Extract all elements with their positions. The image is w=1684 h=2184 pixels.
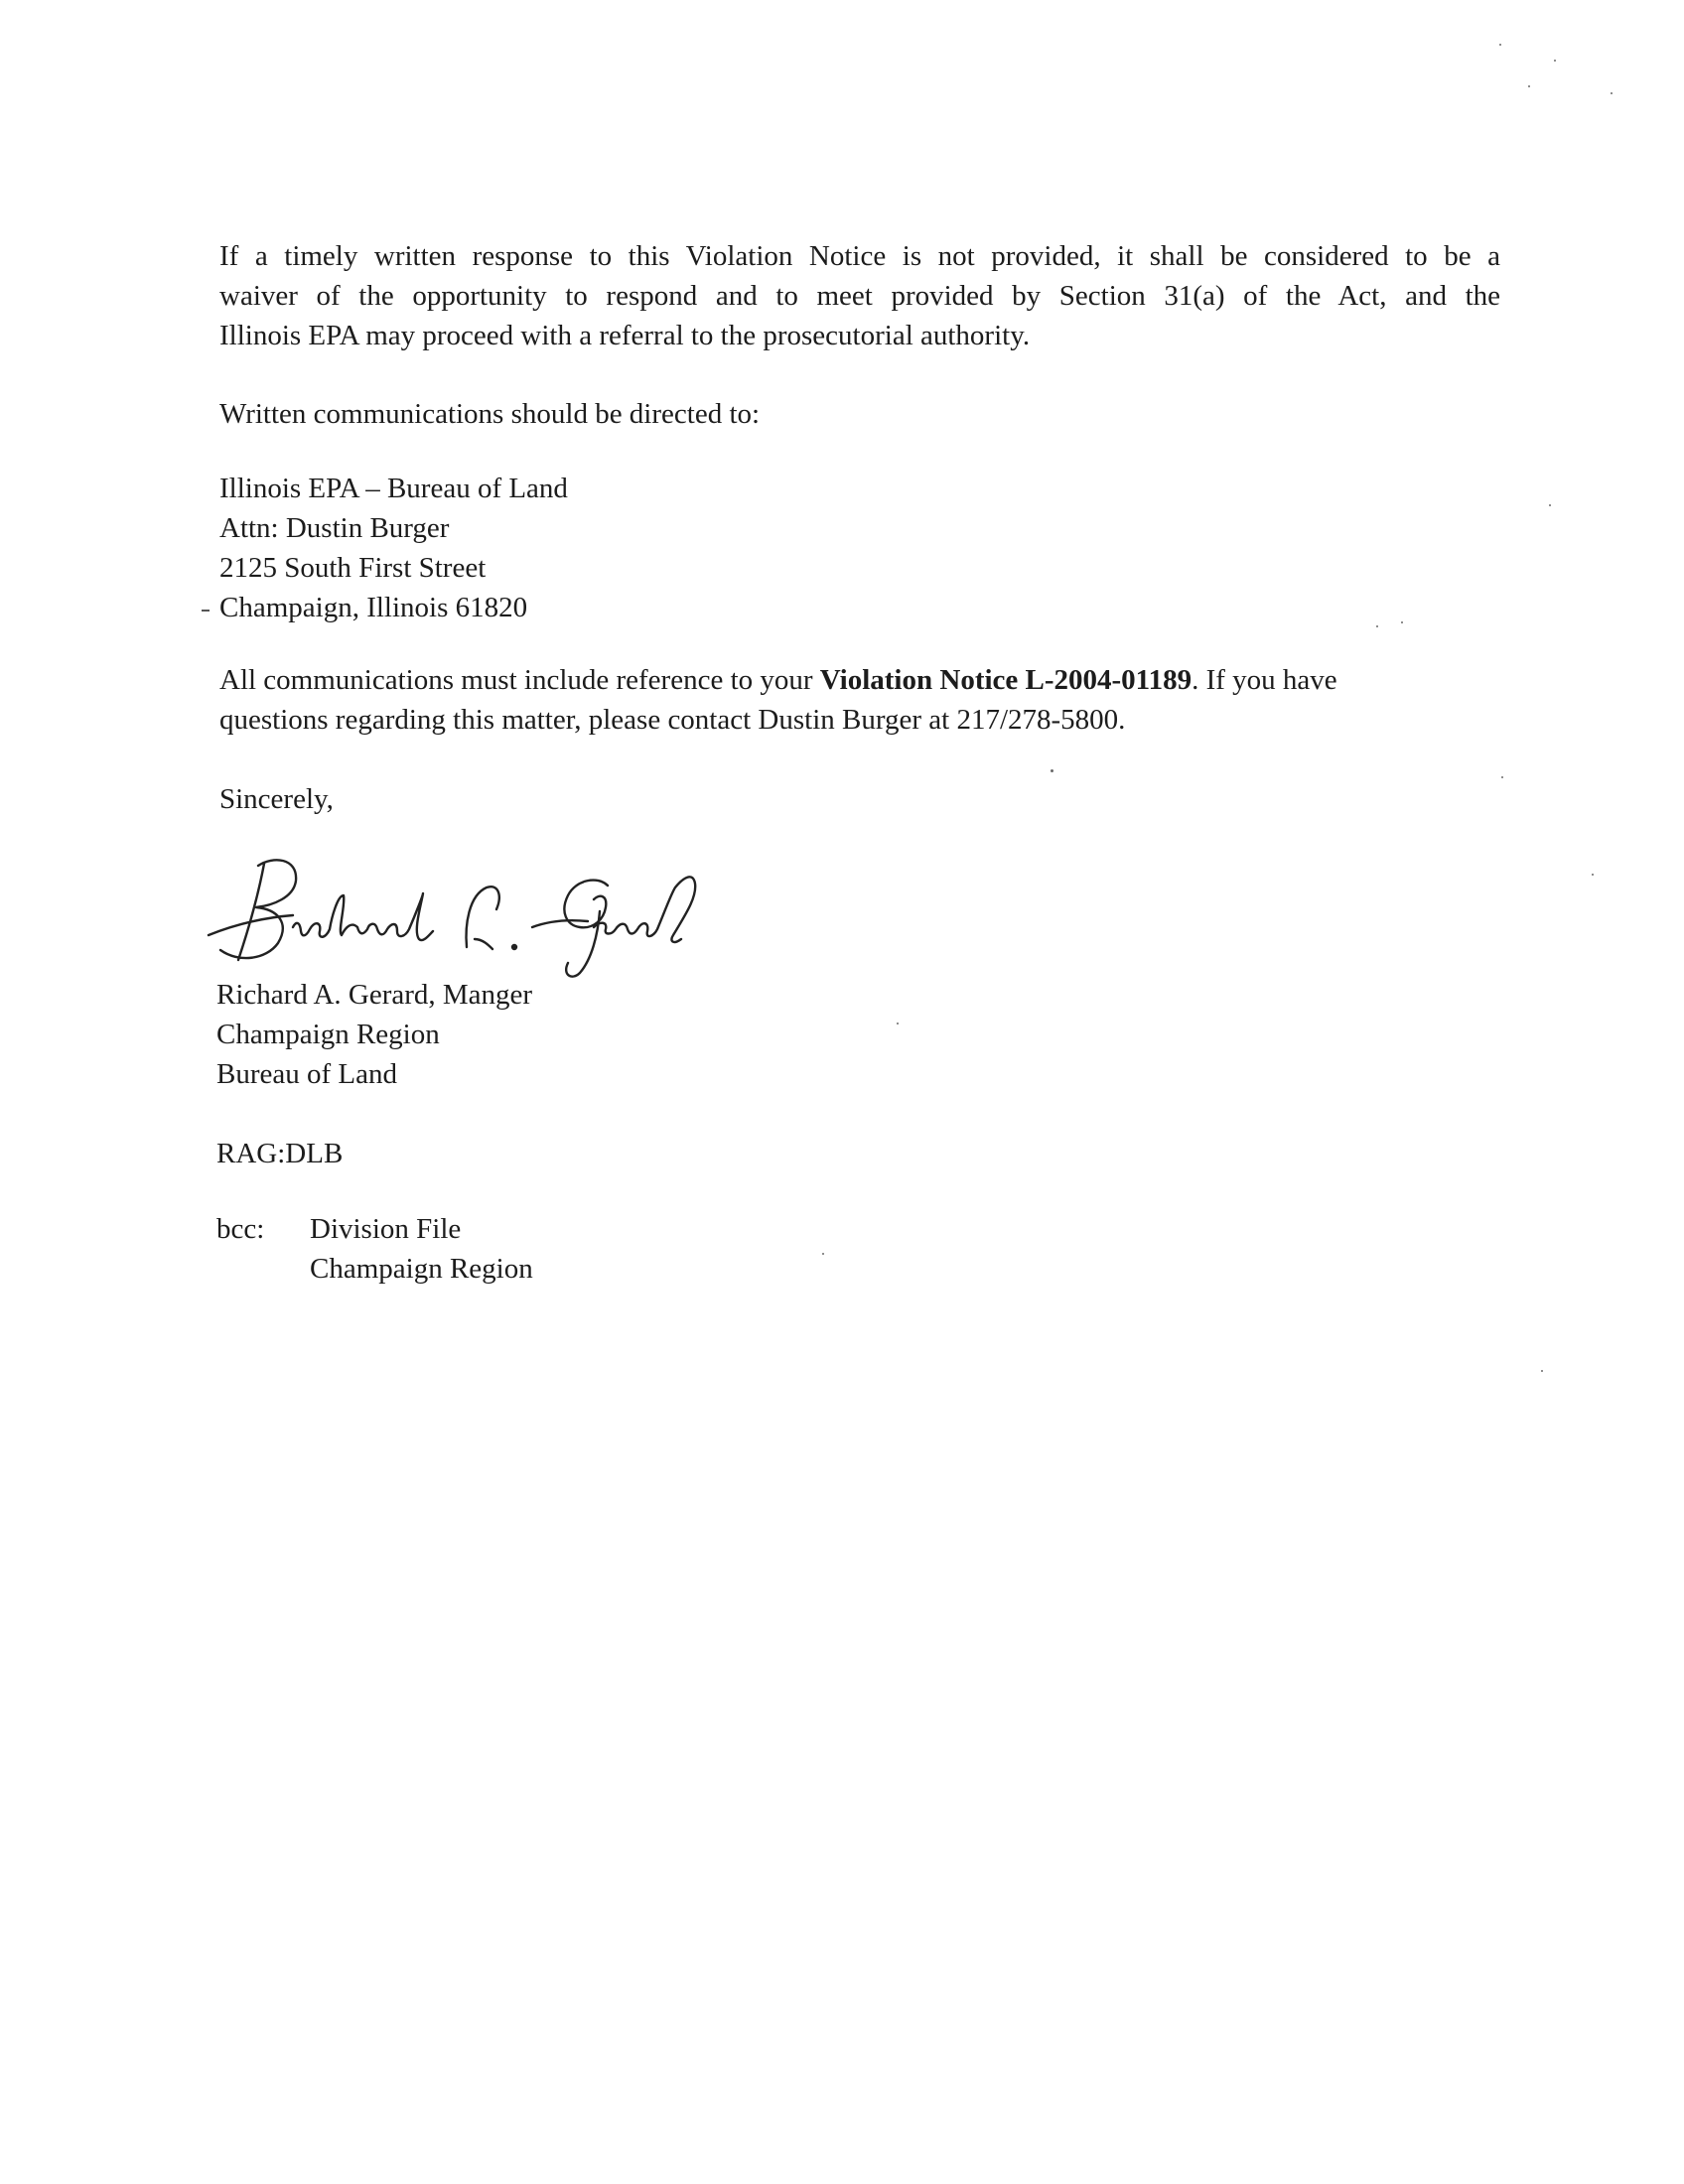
handwritten-signature bbox=[199, 836, 755, 985]
scan-speck bbox=[1051, 769, 1053, 772]
signer-name: Richard A. Gerard, Manger bbox=[216, 979, 533, 1011]
bcc-item: Champaign Region bbox=[310, 1253, 533, 1285]
scan-speck bbox=[1501, 776, 1503, 778]
reference-line-1 bbox=[219, 660, 1500, 700]
scan-mark bbox=[202, 610, 210, 612]
scan-speck bbox=[1611, 92, 1613, 94]
bcc-item: Division File bbox=[310, 1213, 462, 1245]
reference-suffix: . If you have bbox=[1192, 664, 1337, 696]
response-line-2: waiver of the opportunity to respond and to meet provided by Section 31(a) of the Act, and the bbox=[219, 280, 1500, 312]
scan-speck bbox=[1401, 621, 1403, 623]
response-line-1: If a timely written response to this Violation Notice is not provided, it shall be considered to be a bbox=[219, 240, 1500, 272]
signer-bureau: Bureau of Land bbox=[216, 1058, 397, 1090]
reference-paragraph bbox=[219, 660, 1500, 740]
address-line-4: Champaign, Illinois 61820 bbox=[219, 592, 528, 623]
violation-notice-number: Violation Notice L-2004-01189 bbox=[819, 664, 1193, 696]
scan-speck bbox=[897, 1023, 899, 1024]
scan-speck bbox=[1376, 625, 1378, 627]
address-line-1: Illinois EPA – Bureau of Land bbox=[219, 473, 568, 504]
bcc-block bbox=[216, 1209, 1497, 1289]
closing: Sincerely, bbox=[219, 783, 334, 815]
scan-speck bbox=[1592, 874, 1594, 876]
response-line-3: Illinois EPA may proceed with a referral to the prosecutorial authority. bbox=[219, 320, 1031, 351]
scan-speck bbox=[1549, 504, 1551, 506]
response-paragraph bbox=[219, 236, 1500, 355]
scan-speck bbox=[822, 1253, 824, 1255]
bcc-row-2 bbox=[216, 1249, 1497, 1289]
address-line-2: Attn: Dustin Burger bbox=[219, 512, 450, 544]
signer-region: Champaign Region bbox=[216, 1019, 440, 1050]
scan-speck bbox=[1499, 44, 1501, 46]
scan-speck bbox=[1541, 1370, 1543, 1372]
address-line-3: 2125 South First Street bbox=[219, 552, 487, 584]
mailing-address bbox=[219, 469, 1500, 627]
scan-speck bbox=[1528, 85, 1530, 87]
bcc-label: bcc: bbox=[216, 1213, 265, 1245]
reference-line-2: questions regarding this matter, please contact Dustin Burger at 217/278-5800. bbox=[219, 704, 1126, 736]
directed-to-line: Written communications should be directed to: bbox=[219, 398, 761, 430]
bcc-row-1 bbox=[216, 1209, 1497, 1249]
scan-speck bbox=[1554, 60, 1556, 62]
reference-initials: RAG:DLB bbox=[216, 1138, 344, 1169]
signer-block bbox=[216, 975, 1497, 1094]
reference-prefix: All communications must include reference to your bbox=[219, 664, 820, 696]
